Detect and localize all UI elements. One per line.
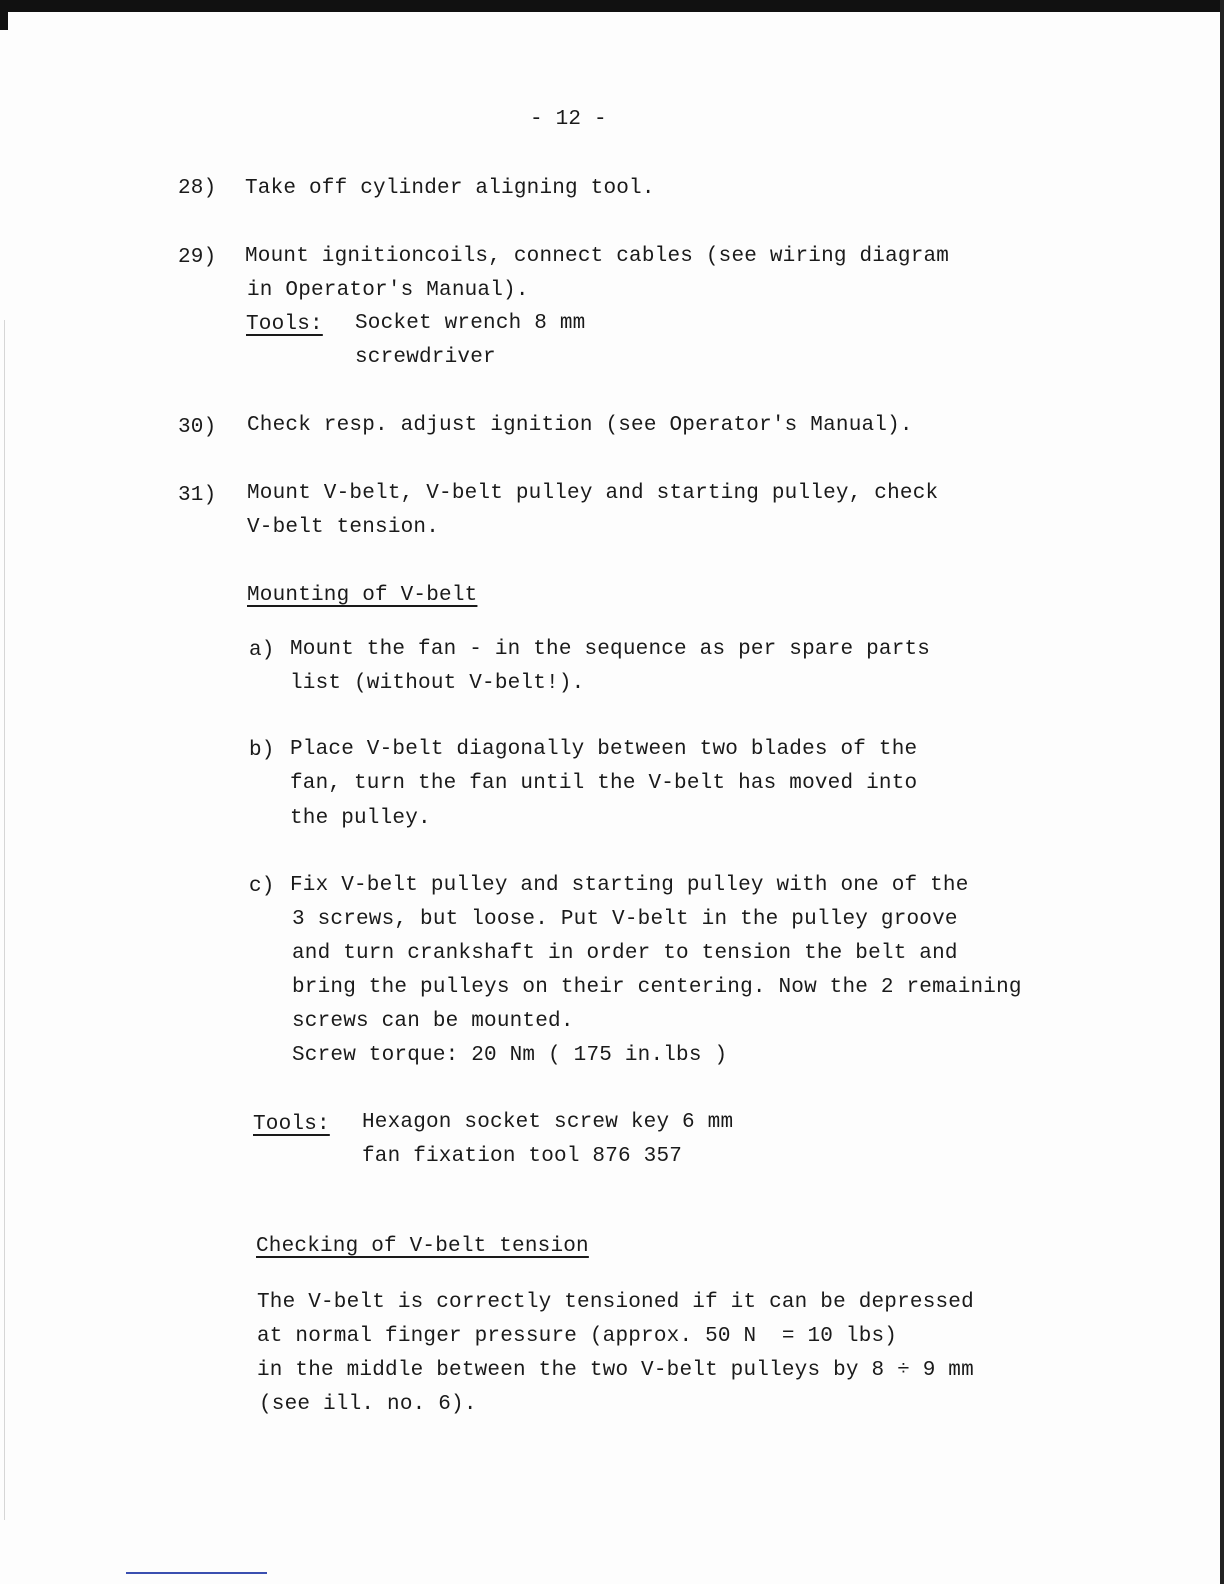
list-item-text: Fix V-belt pulley and starting pulley with one of the — [290, 874, 969, 897]
scan-right-border — [1220, 0, 1224, 1584]
step-number: 29) — [178, 246, 217, 269]
step-text: Mount V-belt, V-belt pulley and starting pulley, check — [247, 482, 939, 505]
tools-label: Tools: — [246, 313, 323, 336]
section-heading-checking: Checking of V-belt tension — [256, 1235, 589, 1258]
step-text: Check resp. adjust ignition (see Operator's Manual). — [247, 414, 913, 437]
list-item-text: bring the pulleys on their centering. Now the 2 remaining — [292, 976, 1022, 999]
list-item-text: Mount the fan - in the sequence as per spare parts — [290, 638, 931, 661]
tools-label: Tools: — [253, 1113, 330, 1136]
step-number: 28) — [178, 177, 217, 200]
paragraph-line: The V-belt is correctly tensioned if it can be depressed — [257, 1291, 974, 1314]
step-text: V-belt tension. — [247, 516, 440, 539]
tool-item: screwdriver — [355, 346, 496, 369]
list-marker: a) — [249, 639, 275, 662]
scan-top-border — [0, 0, 1224, 12]
step-number: 30) — [178, 416, 217, 439]
list-item-text: and turn crankshaft in order to tension the belt and — [292, 942, 958, 965]
tool-item: Socket wrench 8 mm — [355, 312, 586, 335]
list-item-text: the pulley. — [290, 807, 431, 830]
step-text: Take off cylinder aligning tool. — [245, 177, 655, 200]
paragraph-line: in the middle between the two V-belt pulleys by 8 ÷ 9 mm — [257, 1359, 974, 1382]
list-item-text: fan, turn the fan until the V-belt has moved into — [290, 772, 918, 795]
list-item-text: list (without V-belt!). — [290, 672, 585, 695]
scan-left-edge — [4, 320, 5, 1520]
list-marker: b) — [249, 739, 275, 762]
paragraph-line: (see ill. no. 6). — [259, 1393, 477, 1416]
screw-torque: Screw torque: 20 Nm ( 175 in.lbs ) — [292, 1044, 728, 1067]
scan-corner-mark — [0, 0, 8, 30]
step-text: in Operator's Manual). — [247, 279, 529, 302]
list-marker: c) — [249, 875, 275, 898]
step-text: Mount ignitioncoils, connect cables (see wiring diagram — [245, 245, 950, 268]
list-item-text: screws can be mounted. — [292, 1010, 574, 1033]
tool-item: fan fixation tool 876 357 — [362, 1145, 683, 1168]
step-number: 31) — [178, 484, 217, 507]
section-heading-mounting: Mounting of V-belt — [247, 584, 478, 607]
list-item-text: 3 screws, but loose. Put V-belt in the pulley groove — [292, 908, 958, 931]
page-number: - 12 - — [530, 108, 607, 131]
tool-item: Hexagon socket screw key 6 mm — [362, 1111, 734, 1134]
list-item-text: Place V-belt diagonally between two blades of the — [290, 738, 918, 761]
paragraph-line: at normal finger pressure (approx. 50 N = 10 lbs) — [257, 1325, 898, 1348]
scan-bottom-mark — [126, 1572, 267, 1574]
